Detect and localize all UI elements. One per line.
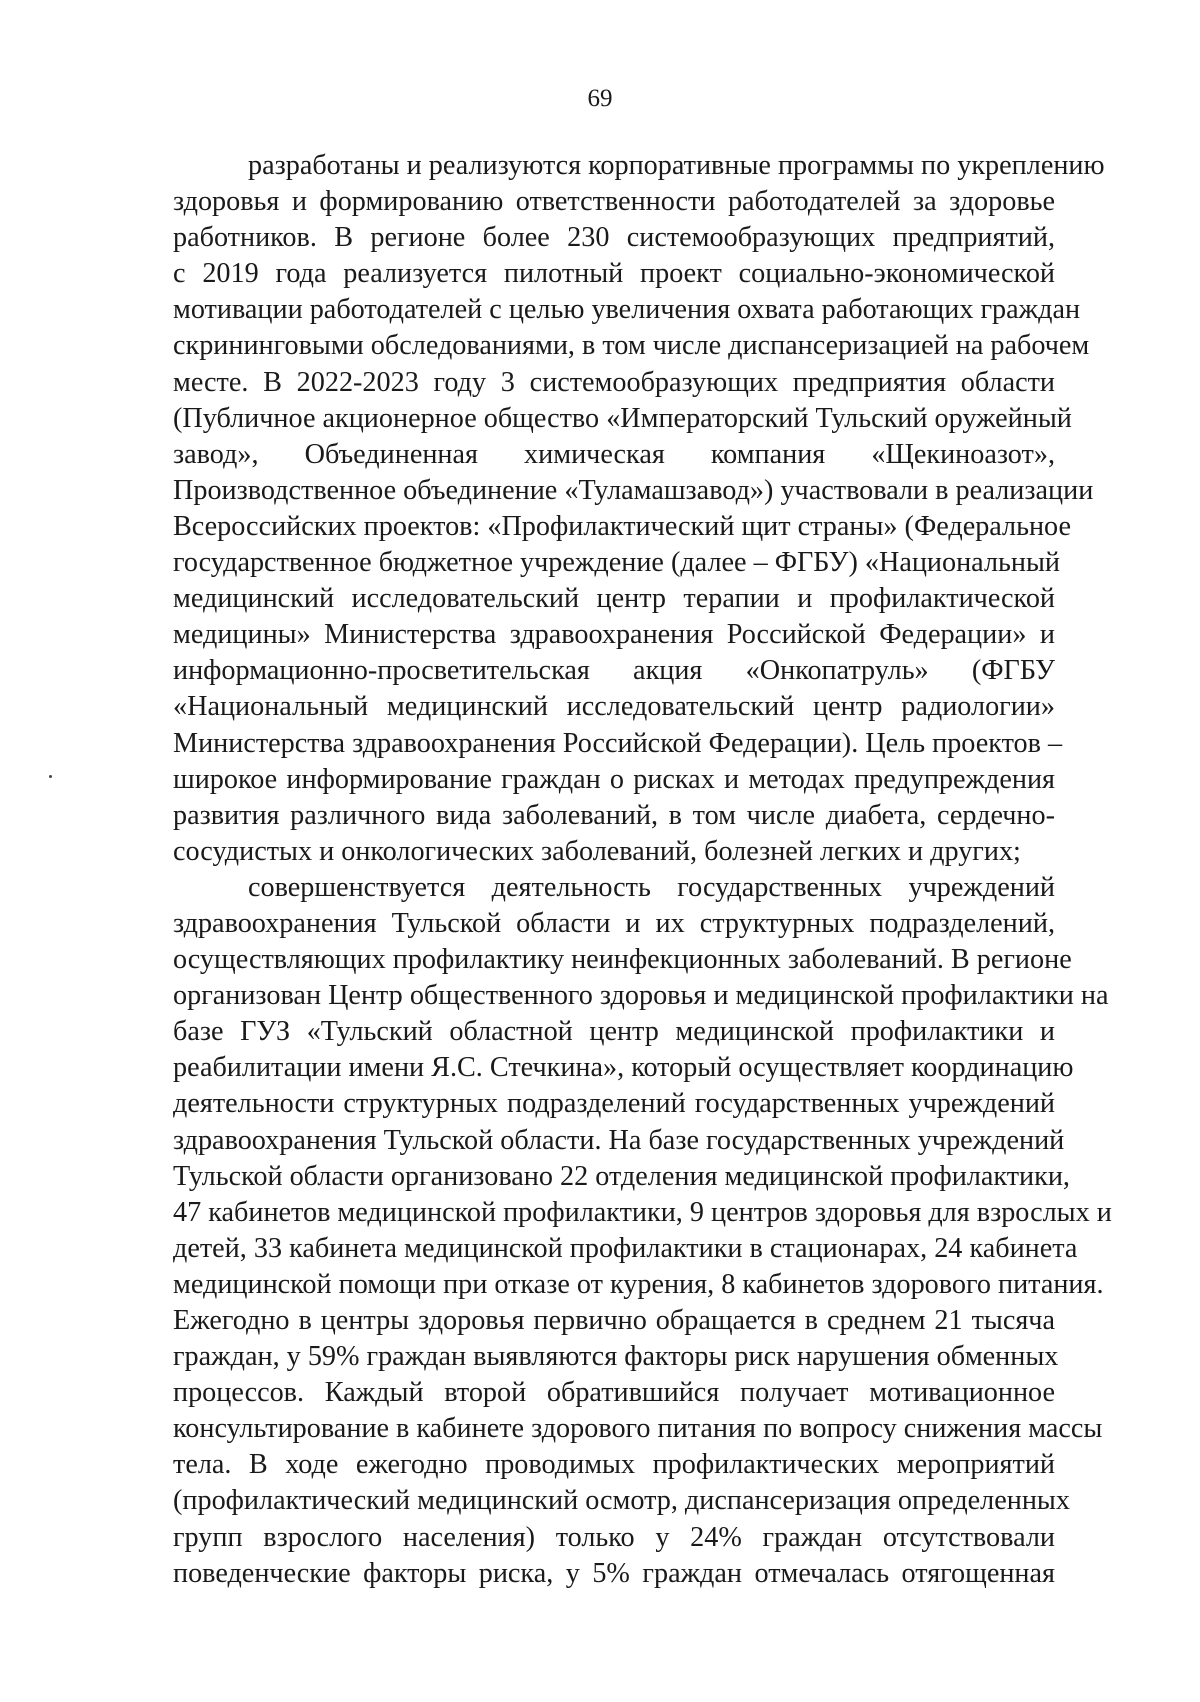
text-line: здравоохранения Тульской области и их структурных подразделений,: [173, 907, 1055, 939]
text-line: консультирование в кабинете здорового питания по вопросу снижения массы: [173, 1413, 1103, 1445]
text-line: широкое информирование граждан о рисках и методах предупреждения: [173, 763, 1055, 795]
text-line: мотивации работодателей с целью увеличения охвата работающих граждан: [173, 294, 1081, 326]
text-line: с 2019 года реализуется пилотный проект социально-экономической: [173, 258, 1055, 290]
text-line: Всероссийских проектов: «Профилактический щит страны» (Федеральное: [173, 510, 1072, 542]
text-line: 47 кабинетов медицинской профилактики, 9 центров здоровья для взрослых и: [173, 1196, 1112, 1228]
text-line: медицинской помощи при отказе от курения, 8 кабинетов здорового питания.: [173, 1268, 1104, 1300]
text-line: поведенческие факторы риска, у 5% граждан отмечалась отягощенная: [173, 1557, 1055, 1589]
text-line: Производственное объединение «Туламашзавод») участвовали в реализации: [173, 474, 1094, 506]
text-line: скрининговыми обследованиями, в том числе диспансеризацией на рабочем: [173, 330, 1090, 362]
text-line: месте. В 2022-2023 году 3 системообразующих предприятия области: [173, 366, 1055, 398]
text-line: Министерства здравоохранения Российской Федерации). Цель проектов –: [173, 727, 1063, 759]
text-line: Тульской области организовано 22 отделения медицинской профилактики,: [173, 1160, 1070, 1192]
text-line: тела. В ходе ежегодно проводимых профилактических мероприятий: [173, 1449, 1055, 1481]
text-line: осуществляющих профилактику неинфекционных заболеваний. В регионе: [173, 944, 1072, 976]
text-line: медицины» Министерства здравоохранения Российской Федерации» и: [173, 619, 1055, 651]
text-line: завод», Объединенная химическая компания «Щекиноазот»,: [173, 438, 1055, 470]
text-line: групп взрослого населения) только у 24% граждан отсутствовали: [173, 1521, 1055, 1553]
text-line: разработаны и реализуются корпоративные программы по укреплению: [248, 150, 1105, 181]
text-line: здоровья и формированию ответственности работодателей за здоровье: [173, 186, 1055, 218]
text-line: информационно-просветительская акция «Онкопатруль» (ФГБУ: [173, 655, 1055, 687]
text-line: государственное бюджетное учреждение (далее – ФГБУ) «Национальный: [173, 547, 1060, 579]
body-text: [173, 148, 1112, 1592]
text-line: развития различного вида заболеваний, в том числе диабета, сердечно-: [173, 799, 1055, 831]
text-line: сосудистых и онкологических заболеваний, болезней легких и других;: [173, 835, 1021, 867]
text-line: базе ГУЗ «Тульский областной центр медицинской профилактики и: [173, 1016, 1055, 1048]
text-line: медицинский исследовательский центр терапии и профилактической: [173, 583, 1055, 615]
text-line: детей, 33 кабинета медицинской профилактики в стационарах, 24 кабинета: [173, 1232, 1078, 1264]
text-line: (профилактический медицинский осмотр, диспансеризация определенных: [173, 1485, 1070, 1517]
text-line: реабилитации имени Я.С. Стечкина», который осуществляет координацию: [173, 1052, 1074, 1084]
text-line: (Публичное акционерное общество «Императорский Тульский оружейный: [173, 402, 1072, 434]
text-line: «Национальный медицинский исследовательский центр радиологии»: [173, 691, 1055, 723]
text-line: процессов. Каждый второй обратившийся получает мотивационное: [173, 1377, 1055, 1409]
text-line: организован Центр общественного здоровья и медицинской профилактики на: [173, 980, 1109, 1012]
page-number: 69: [587, 85, 613, 112]
text-line: здравоохранения Тульской области. На базе государственных учреждений: [173, 1124, 1065, 1156]
text-line: работников. В регионе более 230 системообразующих предприятий,: [173, 222, 1055, 254]
scan-speck: [49, 775, 52, 778]
text-line: граждан, у 59% граждан выявляются факторы риск нарушения обменных: [173, 1341, 1059, 1373]
text-line: деятельности структурных подразделений государственных учреждений: [173, 1088, 1055, 1120]
text-line: совершенствуется деятельность государственных учреждений: [248, 871, 1055, 903]
text-line: Ежегодно в центры здоровья первично обращается в среднем 21 тысяча: [173, 1305, 1055, 1336]
